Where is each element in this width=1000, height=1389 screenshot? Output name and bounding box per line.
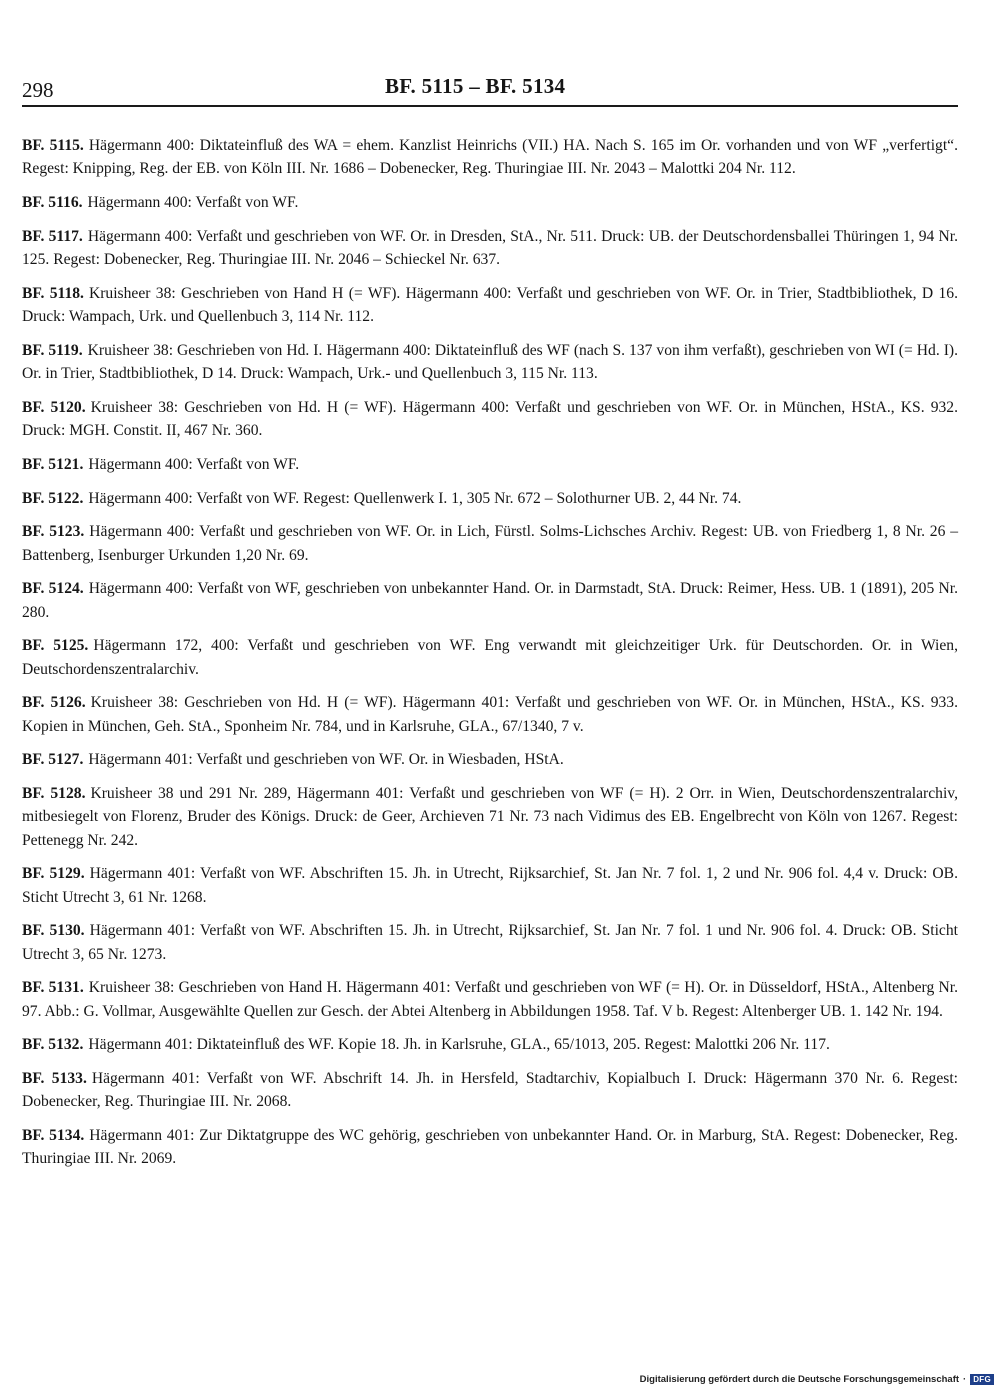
- entry-text: Hägermann 401: Verfaßt von WF. Abschrift 14. Jh. in Hersfeld, Stadtarchiv, Kopialbuch I. Druck: Hägermann 370 Nr. 6. Regest: Dobenecker, Reg. Thuringiae III. Nr. 2068.: [22, 1070, 958, 1111]
- entry-text: Kruisheer 38: Geschrieben von Hd. H (= WF). Hägermann 400: Verfaßt und geschrieben von WF. Or. in München, HStA., KS. 932. Druck: MGH. Constit. II, 467 Nr. 360.: [22, 398, 958, 439]
- entry-id: BF. 5119.: [22, 341, 83, 359]
- footer-credit-text: Digitalisierung gefördert durch die Deutsche Forschungsgemeinschaft: [639, 1374, 960, 1385]
- footer-credit: [640, 1374, 994, 1385]
- entry-id: BF. 5132.: [22, 1036, 84, 1054]
- entry: [22, 487, 958, 510]
- entry: [22, 282, 958, 328]
- entry-id: BF. 5128.: [22, 785, 86, 803]
- entry-id: BF. 5131.: [22, 979, 84, 997]
- entry-text: Kruisheer 38: Geschrieben von Hand H. Hägermann 401: Verfaßt und geschrieben von WF (= H). Or. in Düsseldorf, HStA., Altenberg Nr. 97. Abb.: G. Vollmar, Ausgewählte Quellen zur Gesch. der Abtei Altenberg in Abbildungen 1958. Taf. V b. Regest: Altenberger UB. 1. 142 Nr. 194.: [22, 979, 958, 1020]
- entry: [22, 134, 958, 180]
- entry-id: BF. 5116.: [22, 194, 83, 211]
- entry-id: BF. 5129.: [22, 865, 85, 883]
- entry-text: Hägermann 172, 400: Verfaßt und geschrieben von WF. Eng verwandt mit gleichzeitiger Urk. für Deutschorden. Or. in Wien, Deutschordenszentralarchiv.: [22, 637, 958, 678]
- entry-text: Hägermann 400: Diktateinfluß des WA = ehem. Kanzlist Heinrichs (VII.) HA. Nach S. 165 im Or. vorhanden und von WF „verfertigt“. Regest: Knipping, Reg. der EB. von Köln III. Nr. 1686 – Dobenecker, Reg. Thuringiae III. Nr. 2043 – Malottki 204 Nr. 112.: [22, 137, 958, 178]
- entry: [22, 691, 958, 737]
- entry: [22, 191, 958, 214]
- entry-id: BF. 5130.: [22, 922, 85, 940]
- page-header: [22, 74, 958, 108]
- entry-id: BF. 5123.: [22, 523, 85, 541]
- entry-text: Hägermann 401: Verfaßt von WF. Abschriften 15. Jh. in Utrecht, Rijksarchief, St. Jan Nr. 7 fol. 1 und Nr. 906 fol. 4. Druck: OB. Sticht Utrecht 3, 65 Nr. 1273.: [22, 922, 958, 963]
- entry: [22, 1067, 958, 1113]
- entry: [22, 577, 958, 623]
- footer-separator: ·: [963, 1374, 967, 1385]
- entry: [22, 782, 958, 852]
- entry-list: [22, 134, 958, 1181]
- entry: [22, 862, 958, 908]
- entry: [22, 634, 958, 680]
- entry-id: BF. 5118.: [22, 284, 84, 302]
- entry-text: Hägermann 400: Verfaßt von WF.: [87, 194, 299, 211]
- entry: [22, 339, 958, 385]
- entry: [22, 919, 958, 965]
- entry: [22, 453, 958, 476]
- entry-id: BF. 5115.: [22, 137, 84, 154]
- dfg-logo-icon: DFG: [970, 1374, 994, 1385]
- entry: [22, 396, 958, 442]
- header-rule: [22, 105, 958, 107]
- entry-text: Kruisheer 38: Geschrieben von Hd. I. Hägermann 400: Diktateinfluß des WF (nach S. 137 von ihm verfaßt), geschrieben von WI (= Hd. I). Or. in Trier, Stadtbibliothek, D 14. Druck: Wampach, Urk.- und Quellenbuch 3, 115 Nr. 113.: [22, 341, 958, 382]
- entry-text: Hägermann 400: Verfaßt und geschrieben von WF. Or. in Lich, Fürstl. Solms-Lichsches Archiv. Regest: UB. von Friedberg 1, 8 Nr. 26 – Battenberg, Isenburger Urkunden 1,20 Nr. 69.: [22, 523, 958, 564]
- entry-id: BF. 5124.: [22, 580, 84, 598]
- entry-id: BF. 5133.: [22, 1070, 87, 1088]
- entry-id: BF. 5121.: [22, 455, 84, 473]
- page-number: 298: [22, 78, 54, 102]
- entry-text: Kruisheer 38 und 291 Nr. 289, Hägermann 401: Verfaßt und geschrieben von WF (= H). 2 Orr. in Wien, Deutschordenszentralarchiv, mitbesiegelt von Florenz, Bruder des Königs. Druck: de Geer, Archieven 71 Nr. 73 nach Vidimus des EB. Engelbrecht von Köln von 1267. Regest: Pettenegg Nr. 242.: [22, 785, 958, 849]
- entry-text: Kruisheer 38: Geschrieben von Hand H (= WF). Hägermann 400: Verfaßt und geschrieben von WF. Or. in Trier, Stadtbibliothek, D 16. Druck: Wampach, Urk. und Quellenbuch 3, 114 Nr. 112.: [22, 284, 958, 325]
- entry: [22, 225, 958, 271]
- entry-text: Hägermann 401: Verfaßt und geschrieben von WF. Or. in Wiesbaden, HStA.: [88, 751, 564, 769]
- entry: [22, 748, 958, 771]
- entry: [22, 520, 958, 566]
- entry-id: BF. 5125.: [22, 637, 89, 655]
- entry-text: Kruisheer 38: Geschrieben von Hd. H (= WF). Hägermann 401: Verfaßt und geschrieben von WF. Or. in München, HStA., KS. 933. Kopien in München, Geh. StA., Sponheim Nr. 784, und in Karlsruhe, GLA., 67/1340, 7 v.: [22, 694, 958, 735]
- running-head: BF. 5115 – BF. 5134: [385, 74, 566, 98]
- entry-text: Hägermann 401: Zur Diktatgruppe des WC gehörig, geschrieben von unbekannter Hand. Or. in Marburg, StA. Regest: Dobenecker, Reg. Thuringiae III. Nr. 2069.: [22, 1127, 958, 1168]
- entry-id: BF. 5126.: [22, 694, 86, 712]
- entry: [22, 1124, 958, 1170]
- entry-id: BF. 5134.: [22, 1127, 85, 1145]
- entry: [22, 976, 958, 1022]
- entry-text: Hägermann 400: Verfaßt von WF. Regest: Quellenwerk I. 1, 305 Nr. 672 – Solothurner UB. 2, 44 Nr. 74.: [88, 489, 742, 507]
- entry-id: BF. 5127.: [22, 751, 84, 769]
- entry: [22, 1033, 958, 1056]
- entry-text: Hägermann 401: Verfaßt von WF. Abschriften 15. Jh. in Utrecht, Rijksarchief, St. Jan Nr. 7 fol. 1, 2 und Nr. 906 fol. 4,4 v. Druck: OB. Sticht Utrecht 3, 61 Nr. 1268.: [22, 865, 958, 906]
- entry-id: BF. 5122.: [22, 489, 84, 507]
- entry-id: BF. 5120.: [22, 398, 86, 416]
- entry-id: BF. 5117.: [22, 227, 83, 245]
- entry-text: Hägermann 400: Verfaßt und geschrieben von WF. Or. in Dresden, StA., Nr. 511. Druck: UB. der Deutschordensballei Thüringen 1, 94 Nr. 125. Regest: Dobenecker, Reg. Thuringiae III. Nr. 2046 – Schieckel Nr. 637.: [22, 227, 958, 268]
- entry-text: Hägermann 400: Verfaßt von WF, geschrieben von unbekannter Hand. Or. in Darmstadt, StA. Druck: Reimer, Hess. UB. 1 (1891), 205 Nr. 280.: [22, 580, 958, 621]
- entry-text: Hägermann 400: Verfaßt von WF.: [88, 455, 300, 473]
- entry-text: Hägermann 401: Diktateinfluß des WF. Kopie 18. Jh. in Karlsruhe, GLA., 65/1013, 205. Regest: Malottki 206 Nr. 117.: [88, 1036, 830, 1054]
